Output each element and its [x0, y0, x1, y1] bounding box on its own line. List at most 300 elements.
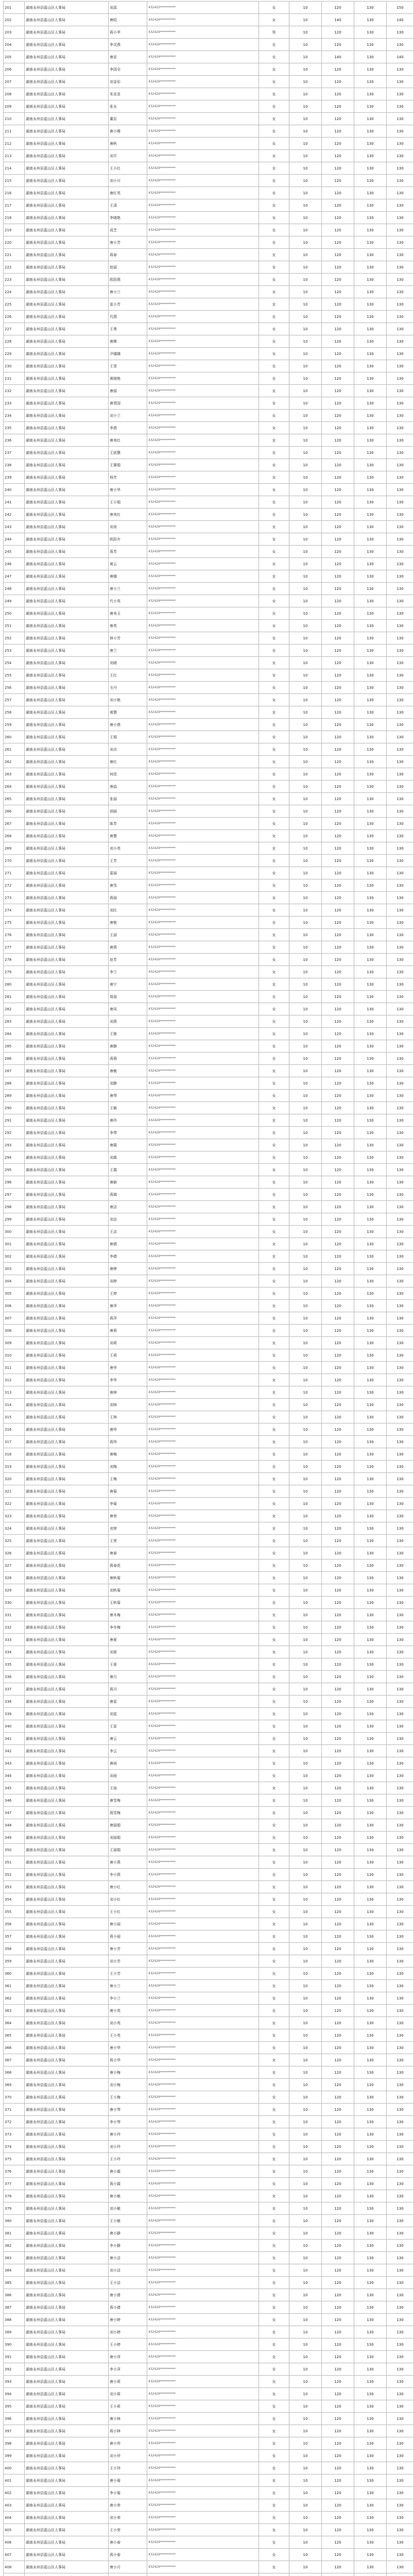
total-score: 130 — [354, 2462, 387, 2475]
employer-cell: 湖南永州县蓝山区人事局 — [25, 236, 109, 249]
rank-cell: 130 — [387, 818, 414, 830]
gender-cell: 女 — [259, 1077, 289, 1090]
ticket-cell: 10 — [289, 1584, 322, 1597]
written-score: 120 — [322, 533, 354, 546]
row-number: 288 — [4, 1077, 25, 1090]
total-score: 130 — [354, 410, 387, 422]
id-number: 432426********** — [147, 2561, 259, 2573]
gender-cell: 女 — [259, 2363, 289, 2376]
total-score: 130 — [354, 1782, 387, 1794]
gender-cell: 女 — [259, 1015, 289, 1028]
table-row — [4, 1856, 414, 1869]
total-score: 130 — [354, 224, 387, 236]
gender-cell: 女 — [259, 1819, 289, 1832]
table-row — [4, 286, 414, 298]
ticket-cell: 10 — [289, 694, 322, 706]
id-number: 432426********** — [147, 2376, 259, 2388]
total-score: 130 — [354, 1819, 387, 1832]
id-number: 432426********** — [147, 2487, 259, 2499]
total-score: 130 — [354, 706, 387, 719]
gender-cell: 女 — [259, 335, 289, 348]
rank-cell: 130 — [387, 1510, 414, 1522]
table-row — [4, 1943, 414, 1955]
table-row — [4, 1906, 414, 1918]
employer-cell: 湖南永州县蓝山区人事局 — [25, 2116, 109, 2128]
ticket-cell: 10 — [289, 261, 322, 274]
total-score: 130 — [354, 657, 387, 669]
ticket-cell: 10 — [289, 2289, 322, 2301]
row-number: 214 — [4, 162, 25, 175]
employer-cell: 湖南永州县蓝山区人事局 — [25, 793, 109, 805]
gender-cell: 女 — [259, 138, 289, 150]
total-score: 130 — [354, 2079, 387, 2091]
ticket-cell: 10 — [289, 484, 322, 496]
id-number: 432426********** — [147, 1090, 259, 1102]
row-number: 330 — [4, 1597, 25, 1609]
rank-cell: 130 — [387, 941, 414, 954]
written-score: 120 — [322, 1807, 354, 1819]
table-row — [4, 805, 414, 818]
id-number: 432426********** — [147, 2277, 259, 2289]
table-row — [4, 583, 414, 595]
row-number: 237 — [4, 447, 25, 459]
row-number: 370 — [4, 2091, 25, 2104]
ticket-cell: 10 — [289, 447, 322, 459]
ticket-cell: 10 — [289, 1757, 322, 1770]
total-score: 130 — [354, 1275, 387, 1287]
ticket-cell: 10 — [289, 1560, 322, 1572]
ticket-cell: 10 — [289, 26, 322, 39]
total-score: 130 — [354, 546, 387, 558]
candidate-name: 唐小荣 — [109, 2499, 147, 2512]
written-score: 120 — [322, 2165, 354, 2178]
total-score: 130 — [354, 2561, 387, 2573]
table-row — [4, 2202, 414, 2215]
rank-cell: 130 — [387, 2351, 414, 2363]
total-score: 130 — [354, 1102, 387, 1114]
candidate-name: 李小静 — [109, 2240, 147, 2252]
total-score: 130 — [354, 113, 387, 125]
ticket-cell: 10 — [289, 1869, 322, 1881]
table-row — [4, 51, 414, 63]
ticket-cell: 10 — [289, 14, 322, 26]
employer-cell: 湖南永州县蓝山区人事局 — [25, 2240, 109, 2252]
table-row — [4, 855, 414, 867]
row-number: 304 — [4, 1275, 25, 1287]
written-score: 120 — [322, 447, 354, 459]
rank-cell: 130 — [387, 1597, 414, 1609]
total-score: 130 — [354, 731, 387, 743]
row-number: 227 — [4, 323, 25, 335]
employer-cell: 湖南永州县蓝山区人事局 — [25, 1658, 109, 1671]
employer-cell: 湖南永州县蓝山区人事局 — [25, 1955, 109, 1968]
candidate-name: 王小婷 — [109, 2338, 147, 2351]
written-score: 120 — [322, 286, 354, 298]
row-number: 234 — [4, 410, 25, 422]
written-score: 120 — [322, 1325, 354, 1337]
employer-cell: 湖南永州县蓝山区人事局 — [25, 1646, 109, 1658]
written-score: 120 — [322, 1992, 354, 2005]
total-score: 130 — [354, 781, 387, 793]
total-score: 130 — [354, 100, 387, 113]
written-score: 120 — [322, 879, 354, 892]
id-number: 432426********** — [147, 1312, 259, 1325]
rank-cell: 130 — [387, 917, 414, 929]
rank-cell: 130 — [387, 1832, 414, 1844]
total-score: 130 — [354, 2512, 387, 2524]
total-score: 130 — [354, 1300, 387, 1312]
table-row — [4, 113, 414, 125]
id-number: 432426********** — [147, 521, 259, 533]
row-number: 366 — [4, 2042, 25, 2054]
gender-cell: 女 — [259, 1102, 289, 1114]
rank-cell: 130 — [387, 1733, 414, 1745]
row-number: 373 — [4, 2128, 25, 2141]
id-number: 432426********** — [147, 1275, 259, 1287]
rank-cell: 130 — [387, 570, 414, 583]
id-number: 432426********** — [147, 249, 259, 261]
id-number: 432426********** — [147, 954, 259, 966]
total-score: 130 — [354, 978, 387, 991]
employer-cell: 湖南永州县蓝山区人事局 — [25, 1856, 109, 1869]
table-row — [4, 904, 414, 917]
ticket-cell: 10 — [289, 1621, 322, 1634]
gender-cell: 女 — [259, 768, 289, 781]
row-number: 403 — [4, 2499, 25, 2512]
rank-cell: 130 — [387, 2141, 414, 2153]
ticket-cell: 10 — [289, 274, 322, 286]
written-score: 120 — [322, 2042, 354, 2054]
id-number: 432426********** — [147, 855, 259, 867]
employer-cell: 湖南永州县蓝山区人事局 — [25, 929, 109, 941]
ticket-cell: 10 — [289, 496, 322, 509]
id-number: 432426********** — [147, 1794, 259, 1807]
table-row — [4, 2264, 414, 2277]
gender-cell: 女 — [259, 2549, 289, 2561]
candidate-name: 蒋小丽 — [109, 1930, 147, 1943]
id-number: 432426********** — [147, 1708, 259, 1720]
written-score: 120 — [322, 1930, 354, 1943]
row-number: 332 — [4, 1621, 25, 1634]
gender-cell: 女 — [259, 1992, 289, 2005]
gender-cell: 女 — [259, 1028, 289, 1040]
employer-cell: 湖南永州县蓝山区人事局 — [25, 1634, 109, 1646]
written-score: 120 — [322, 978, 354, 991]
table-row — [4, 1312, 414, 1325]
ticket-cell: 10 — [289, 2165, 322, 2178]
rank-cell: 130 — [387, 1436, 414, 1448]
table-row — [4, 1151, 414, 1164]
total-score: 130 — [354, 1090, 387, 1102]
candidate-name: 唐秋菊 — [109, 1572, 147, 1584]
total-score: 130 — [354, 570, 387, 583]
total-score: 130 — [354, 2475, 387, 2487]
written-score: 120 — [322, 1535, 354, 1547]
table-row — [4, 360, 414, 372]
candidate-name: 唐嫦 — [109, 335, 147, 348]
ticket-cell: 10 — [289, 1893, 322, 1906]
id-number: 432426********** — [147, 2549, 259, 2561]
id-number: 432426********** — [147, 1980, 259, 1992]
candidate-name: 王秋菊 — [109, 1597, 147, 1609]
total-score: 130 — [354, 1597, 387, 1609]
ticket-cell: 10 — [289, 781, 322, 793]
gender-cell: 女 — [259, 1461, 289, 1473]
rank-cell: 130 — [387, 2165, 414, 2178]
candidate-name: 唐小兰 — [109, 286, 147, 298]
written-score: 120 — [322, 2475, 354, 2487]
rank-cell: 130 — [387, 1077, 414, 1090]
candidate-name: 蒋小苹 — [109, 26, 147, 39]
total-score: 130 — [354, 1535, 387, 1547]
rank-cell: 130 — [387, 2017, 414, 2029]
employer-cell: 湖南永州县蓝山区人事局 — [25, 1584, 109, 1597]
ticket-cell: 10 — [289, 867, 322, 879]
id-number: 432426********** — [147, 459, 259, 471]
written-score: 120 — [322, 1968, 354, 1980]
total-score: 130 — [354, 1708, 387, 1720]
employer-cell: 湖南永州县蓝山区人事局 — [25, 1720, 109, 1733]
total-score: 130 — [354, 954, 387, 966]
row-number: 284 — [4, 1028, 25, 1040]
table-row — [4, 1782, 414, 1794]
written-score: 120 — [322, 2388, 354, 2400]
rank-cell: 130 — [387, 261, 414, 274]
id-number: 432426********** — [147, 830, 259, 842]
ticket-cell: 10 — [289, 2450, 322, 2462]
candidate-name: 唐丽 — [109, 385, 147, 397]
candidate-name: 王小红 — [109, 1906, 147, 1918]
candidate-name: 胡丽 — [109, 805, 147, 818]
candidate-name: 张永 — [109, 100, 147, 113]
row-number: 271 — [4, 867, 25, 879]
row-number: 277 — [4, 941, 25, 954]
written-score: 120 — [322, 2462, 354, 2475]
table-row — [4, 645, 414, 657]
table-row — [4, 447, 414, 459]
candidate-name: 唐小婷 — [109, 2314, 147, 2326]
id-number: 432426********** — [147, 991, 259, 1003]
candidate-name: 王小红 — [109, 162, 147, 175]
written-score: 120 — [322, 1127, 354, 1139]
written-score: 120 — [322, 2376, 354, 2388]
rank-cell: 130 — [387, 459, 414, 471]
written-score: 120 — [322, 1053, 354, 1065]
candidate-name: 蒋雪梅 — [109, 1807, 147, 1819]
row-number: 206 — [4, 63, 25, 76]
ticket-cell: 10 — [289, 1263, 322, 1275]
employer-cell: 湖南永州县蓝山区人事局 — [25, 1090, 109, 1102]
written-score: 120 — [322, 1164, 354, 1176]
employer-cell: 湖南永州县蓝山区人事局 — [25, 954, 109, 966]
total-score: 130 — [354, 2215, 387, 2227]
written-score: 120 — [322, 311, 354, 323]
ticket-cell: 10 — [289, 1547, 322, 1560]
written-score: 120 — [322, 1077, 354, 1090]
table-row — [4, 966, 414, 978]
employer-cell: 湖南永州县蓝山区人事局 — [25, 261, 109, 274]
employer-cell: 湖南永州县蓝山区人事局 — [25, 1819, 109, 1832]
candidate-name: 王洁 — [109, 1226, 147, 1238]
id-number: 432426********** — [147, 1968, 259, 1980]
ticket-cell: 10 — [289, 1770, 322, 1782]
table-row — [4, 187, 414, 199]
candidate-name: 王小荣 — [109, 2524, 147, 2536]
gender-cell: 女 — [259, 1968, 289, 1980]
gender-cell: 女 — [259, 546, 289, 558]
row-number: 249 — [4, 595, 25, 607]
gender-cell: 女 — [259, 1535, 289, 1547]
id-number: 432426********** — [147, 261, 259, 274]
rank-cell: 130 — [387, 1176, 414, 1189]
candidate-name: 刘小莉 — [109, 2388, 147, 2400]
candidate-name: 唐雨 — [109, 1757, 147, 1770]
gender-cell: 女 — [259, 607, 289, 620]
ticket-cell: 10 — [289, 706, 322, 719]
row-number: 405 — [4, 2524, 25, 2536]
rank-cell: 130 — [387, 743, 414, 756]
rank-cell: 130 — [387, 1906, 414, 1918]
table-row — [4, 1436, 414, 1448]
written-score: 120 — [322, 756, 354, 768]
total-score: 130 — [354, 1720, 387, 1733]
gender-cell: 女 — [259, 1881, 289, 1893]
gender-cell: 女 — [259, 1127, 289, 1139]
candidate-name: 刘晓 — [109, 657, 147, 669]
total-score: 130 — [354, 2289, 387, 2301]
ticket-cell: 10 — [289, 2326, 322, 2338]
ticket-cell: 10 — [289, 138, 322, 150]
candidate-name: 王霞 — [109, 1164, 147, 1176]
candidate-name: 唐雪 — [109, 879, 147, 892]
written-score: 120 — [322, 1238, 354, 1250]
candidate-name: 唐小燕 — [109, 719, 147, 731]
gender-cell: 女 — [259, 2437, 289, 2450]
total-score: 130 — [354, 63, 387, 76]
written-score: 120 — [322, 1757, 354, 1770]
table-row — [4, 1461, 414, 1473]
employer-cell: 湖南永州县蓝山区人事局 — [25, 879, 109, 892]
candidate-name: 刘小川 — [109, 175, 147, 187]
employer-cell: 湖南永州县蓝山区人事局 — [25, 187, 109, 199]
employer-cell: 湖南永州县蓝山区人事局 — [25, 1053, 109, 1065]
table-row — [4, 929, 414, 941]
row-number: 353 — [4, 1881, 25, 1893]
id-number: 432426********** — [147, 929, 259, 941]
gender-cell: 女 — [259, 1856, 289, 1869]
gender-cell — [259, 2573, 289, 2576]
written-score: 120 — [322, 1114, 354, 1127]
total-score: 130 — [354, 2029, 387, 2042]
id-number: 432426********** — [147, 372, 259, 385]
gender-cell: 女 — [259, 1720, 289, 1733]
ticket-cell: 10 — [289, 410, 322, 422]
written-score: 120 — [322, 360, 354, 372]
employer-cell: 湖南永州县蓝山区人事局 — [25, 657, 109, 669]
candidate-name: 唐雪梅 — [109, 1794, 147, 1807]
table-row — [4, 422, 414, 434]
rank-cell: 130 — [387, 1065, 414, 1077]
table-row — [4, 1411, 414, 1423]
row-number: 327 — [4, 1560, 25, 1572]
candidate-name: 刘小红 — [109, 1893, 147, 1906]
gender-cell: 女 — [259, 1423, 289, 1436]
gender-cell: 女 — [259, 558, 289, 570]
id-number: 432426********** — [147, 1634, 259, 1646]
total-score: 130 — [354, 805, 387, 818]
rank-cell: 130 — [387, 2042, 414, 2054]
total-score: 130 — [354, 298, 387, 311]
id-number: 432426********** — [147, 2227, 259, 2240]
table-row — [4, 261, 414, 274]
gender-cell: 女 — [259, 781, 289, 793]
employer-cell: 湖南永州县蓝山区人事局 — [25, 2, 109, 14]
rank-cell: 130 — [387, 2178, 414, 2190]
candidate-name: 蒋燕 — [109, 1053, 147, 1065]
table-row — [4, 150, 414, 162]
gender-cell: 女 — [259, 2066, 289, 2079]
employer-cell: 湖南永州县蓝山区人事局 — [25, 335, 109, 348]
ticket-cell: 10 — [289, 991, 322, 1003]
total-score: 130 — [354, 682, 387, 694]
written-score: 120 — [322, 397, 354, 410]
id-number: 432426********** — [147, 2104, 259, 2116]
gender-cell: 女 — [259, 484, 289, 496]
rank-cell: 130 — [387, 26, 414, 39]
employer-cell: 湖南永州县蓝山区人事局 — [25, 274, 109, 286]
total-score: 130 — [354, 1461, 387, 1473]
gender-cell: 女 — [259, 1522, 289, 1535]
written-score: 120 — [322, 731, 354, 743]
id-number — [147, 2573, 259, 2576]
employer-cell: 湖南永州县蓝山区人事局 — [25, 645, 109, 657]
table-row — [4, 1102, 414, 1114]
table-row — [4, 2116, 414, 2128]
ticket-cell: 10 — [289, 2153, 322, 2165]
rank-cell: 130 — [387, 2487, 414, 2499]
gender-cell: 女 — [259, 1906, 289, 1918]
written-score: 120 — [322, 1176, 354, 1189]
rank-cell: 130 — [387, 496, 414, 509]
employer-cell: 湖南永州县蓝山区人事局 — [25, 607, 109, 620]
written-score: 120 — [322, 100, 354, 113]
written-score: 120 — [322, 224, 354, 236]
rank-cell: 130 — [387, 2475, 414, 2487]
rank-cell: 130 — [387, 1040, 414, 1053]
employer-cell: 湖南永州县蓝山区人事局 — [25, 2363, 109, 2376]
written-score: 120 — [322, 2116, 354, 2128]
table-row — [4, 2536, 414, 2549]
row-number: 220 — [4, 236, 25, 249]
rank-cell: 130 — [387, 1053, 414, 1065]
rank-cell: 130 — [387, 410, 414, 422]
ticket-cell: 10 — [289, 298, 322, 311]
employer-cell: 湖南永州县蓝山区人事局 — [25, 1782, 109, 1794]
id-number: 432426********** — [147, 14, 259, 26]
rank-cell: 130 — [387, 323, 414, 335]
candidate-name: 李国全 — [109, 63, 147, 76]
candidate-name: 李小兰 — [109, 1992, 147, 2005]
candidate-name: 黄晓艳 — [109, 372, 147, 385]
rank-cell: 130 — [387, 1015, 414, 1028]
candidate-name: 尹娜娜 — [109, 348, 147, 360]
id-number: 432426********** — [147, 434, 259, 447]
table-row — [4, 978, 414, 991]
employer-cell: 湖南永州县蓝山区人事局 — [25, 694, 109, 706]
ticket-cell: 10 — [289, 1968, 322, 1980]
rank-cell: 130 — [387, 1671, 414, 1683]
candidate-name: 唐艳 — [109, 917, 147, 929]
